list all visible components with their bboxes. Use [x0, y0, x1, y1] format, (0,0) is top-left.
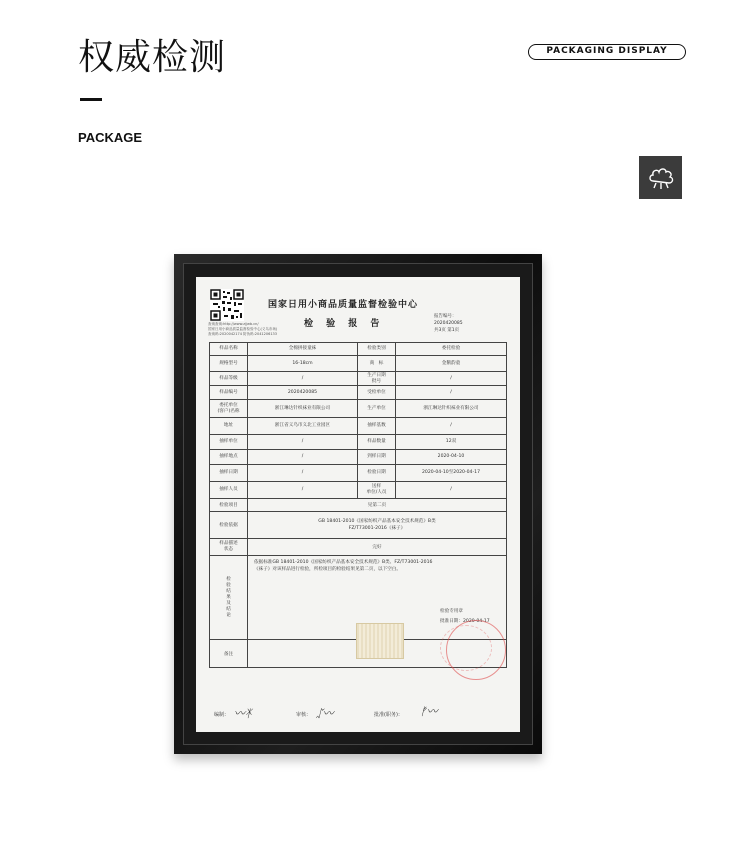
field-value: 12双 — [396, 435, 507, 450]
report-table — [209, 342, 507, 668]
field-label: 检验类别 — [358, 343, 396, 356]
cotton-icon — [647, 165, 675, 191]
review-signature: ᛢ〰 — [316, 707, 334, 720]
document-heading: 国家日用小商品质量监督检验中心 — [268, 300, 419, 310]
basis-label: 检验依据 — [210, 512, 248, 539]
table-row — [210, 482, 507, 499]
field-label: 送样 单位/人员 — [358, 482, 396, 499]
table-row — [210, 343, 507, 356]
field-label: 委托单位 (客户)名称 — [210, 400, 248, 418]
editor-label: 编制： — [214, 712, 230, 718]
sign-date: 批准日期：2020-04-17 — [440, 619, 490, 624]
field-label: 抽样日期 — [210, 465, 248, 482]
cotton-icon-box — [639, 156, 682, 199]
report-no-label: 报告编号： — [434, 314, 457, 319]
editor-signature: 〰ᛡ — [234, 707, 252, 720]
field-value: / — [396, 372, 507, 386]
field-label: 生产单位 — [358, 400, 396, 418]
approve-signature: ᚠ〰 — [420, 705, 438, 718]
table-row — [210, 356, 507, 372]
field-value: / — [248, 372, 358, 386]
field-label: 样品数量 — [358, 435, 396, 450]
qr-line: 查询码:2020042174 防伪码:2041206133 — [208, 332, 278, 336]
table-row — [210, 386, 507, 400]
desc-value: 完好 — [248, 539, 507, 556]
table-row — [210, 435, 507, 450]
table-row — [210, 450, 507, 465]
field-value: / — [396, 482, 507, 499]
table-row — [210, 418, 507, 435]
approve-label: 批准(职务)： — [374, 712, 403, 718]
packaging-display-tag: PACKAGING DISPLAY — [528, 44, 686, 60]
basis-line: FZ/T73001-2016《袜子》 — [348, 526, 406, 531]
field-value: 浙江省义乌市义北工业园区 — [248, 418, 358, 435]
field-label: 生产日期 批号 — [358, 372, 396, 386]
field-value: / — [248, 435, 358, 450]
document-subheading: 检 验 报 告 — [304, 319, 385, 329]
qr-caption — [208, 322, 318, 337]
qr-line: 查询查询:http://www.zjjwb.cn/ — [208, 322, 259, 326]
sample-photo — [356, 623, 404, 659]
field-value: 浙江琳达针织袜业有限公司 — [396, 400, 507, 418]
title-underline — [80, 98, 102, 101]
field-value: / — [248, 450, 358, 465]
conclusion-line: 《袜子》对该样品进行检验，所检项目的检验结果见第二页，以下空白。 — [254, 567, 402, 572]
report-number — [434, 313, 463, 334]
field-value: / — [248, 482, 358, 499]
project-value: 见第二页 — [248, 499, 507, 512]
page-info: 共3页 第1页 — [434, 328, 460, 333]
field-value: 全棉拼接童袜 — [248, 343, 358, 356]
field-label: 到样日期 — [358, 450, 396, 465]
basis-line: GB 18401-2010《国家纺织产品基本安全技术规范》B类 — [318, 519, 436, 524]
field-value: / — [396, 386, 507, 400]
field-label: 抽样地点 — [210, 450, 248, 465]
field-value: 2020-04-10至2020-04-17 — [396, 465, 507, 482]
inspection-report — [196, 277, 520, 732]
field-label: 抽样人员 — [210, 482, 248, 499]
field-value: / — [396, 418, 507, 435]
field-label: 样品名称 — [210, 343, 248, 356]
field-label: 抽样单位 — [210, 435, 248, 450]
field-label: 样品等级 — [210, 372, 248, 386]
field-value: 2020420085 — [248, 386, 358, 400]
field-value: 金鹅韵童 — [396, 356, 507, 372]
conclusion-label: 检 验 结 果 及 结 论 — [210, 556, 248, 640]
report-no-value: 2020420085 — [434, 321, 463, 326]
field-value: / — [248, 465, 358, 482]
conclusion-line: 依据标准GB 18401-2010《国家纺织产品基本安全技术规范》B类、FZ/T73001-2016 — [254, 560, 433, 565]
table-row — [210, 465, 507, 482]
field-label: 抽样基数 — [358, 418, 396, 435]
page-title: 权威检测 — [78, 37, 227, 78]
remark-label: 备注 — [210, 640, 248, 668]
field-value: 委托检验 — [396, 343, 507, 356]
field-label: 规格型号 — [210, 356, 248, 372]
field-value: 16-18cm — [248, 356, 358, 372]
qr-code — [210, 289, 244, 321]
field-label: 地址 — [210, 418, 248, 435]
basis-value — [248, 512, 507, 539]
table-row — [210, 400, 507, 418]
section-subtitle: PACKAGE — [78, 130, 143, 145]
conclusion-stamp-text: 检验专用章 — [440, 609, 463, 614]
project-label: 检验项目 — [210, 499, 248, 512]
field-label: 受检单位 — [358, 386, 396, 400]
desc-label: 样品描述 状态 — [210, 539, 248, 556]
table-row — [210, 372, 507, 386]
field-label: 商 标 — [358, 356, 396, 372]
field-value: 2020-04-10 — [396, 450, 507, 465]
red-seal-stamp-inner — [440, 625, 492, 671]
review-label: 审核： — [296, 712, 312, 718]
signature-row — [210, 703, 510, 725]
field-label: 样品编号 — [210, 386, 248, 400]
field-value: 浙江琳达针织袜业有限公司 — [248, 400, 358, 418]
qr-line: 国家日用小商品质量监督检验中心(义乌市场) — [208, 327, 278, 331]
field-label: 检验日期 — [358, 465, 396, 482]
